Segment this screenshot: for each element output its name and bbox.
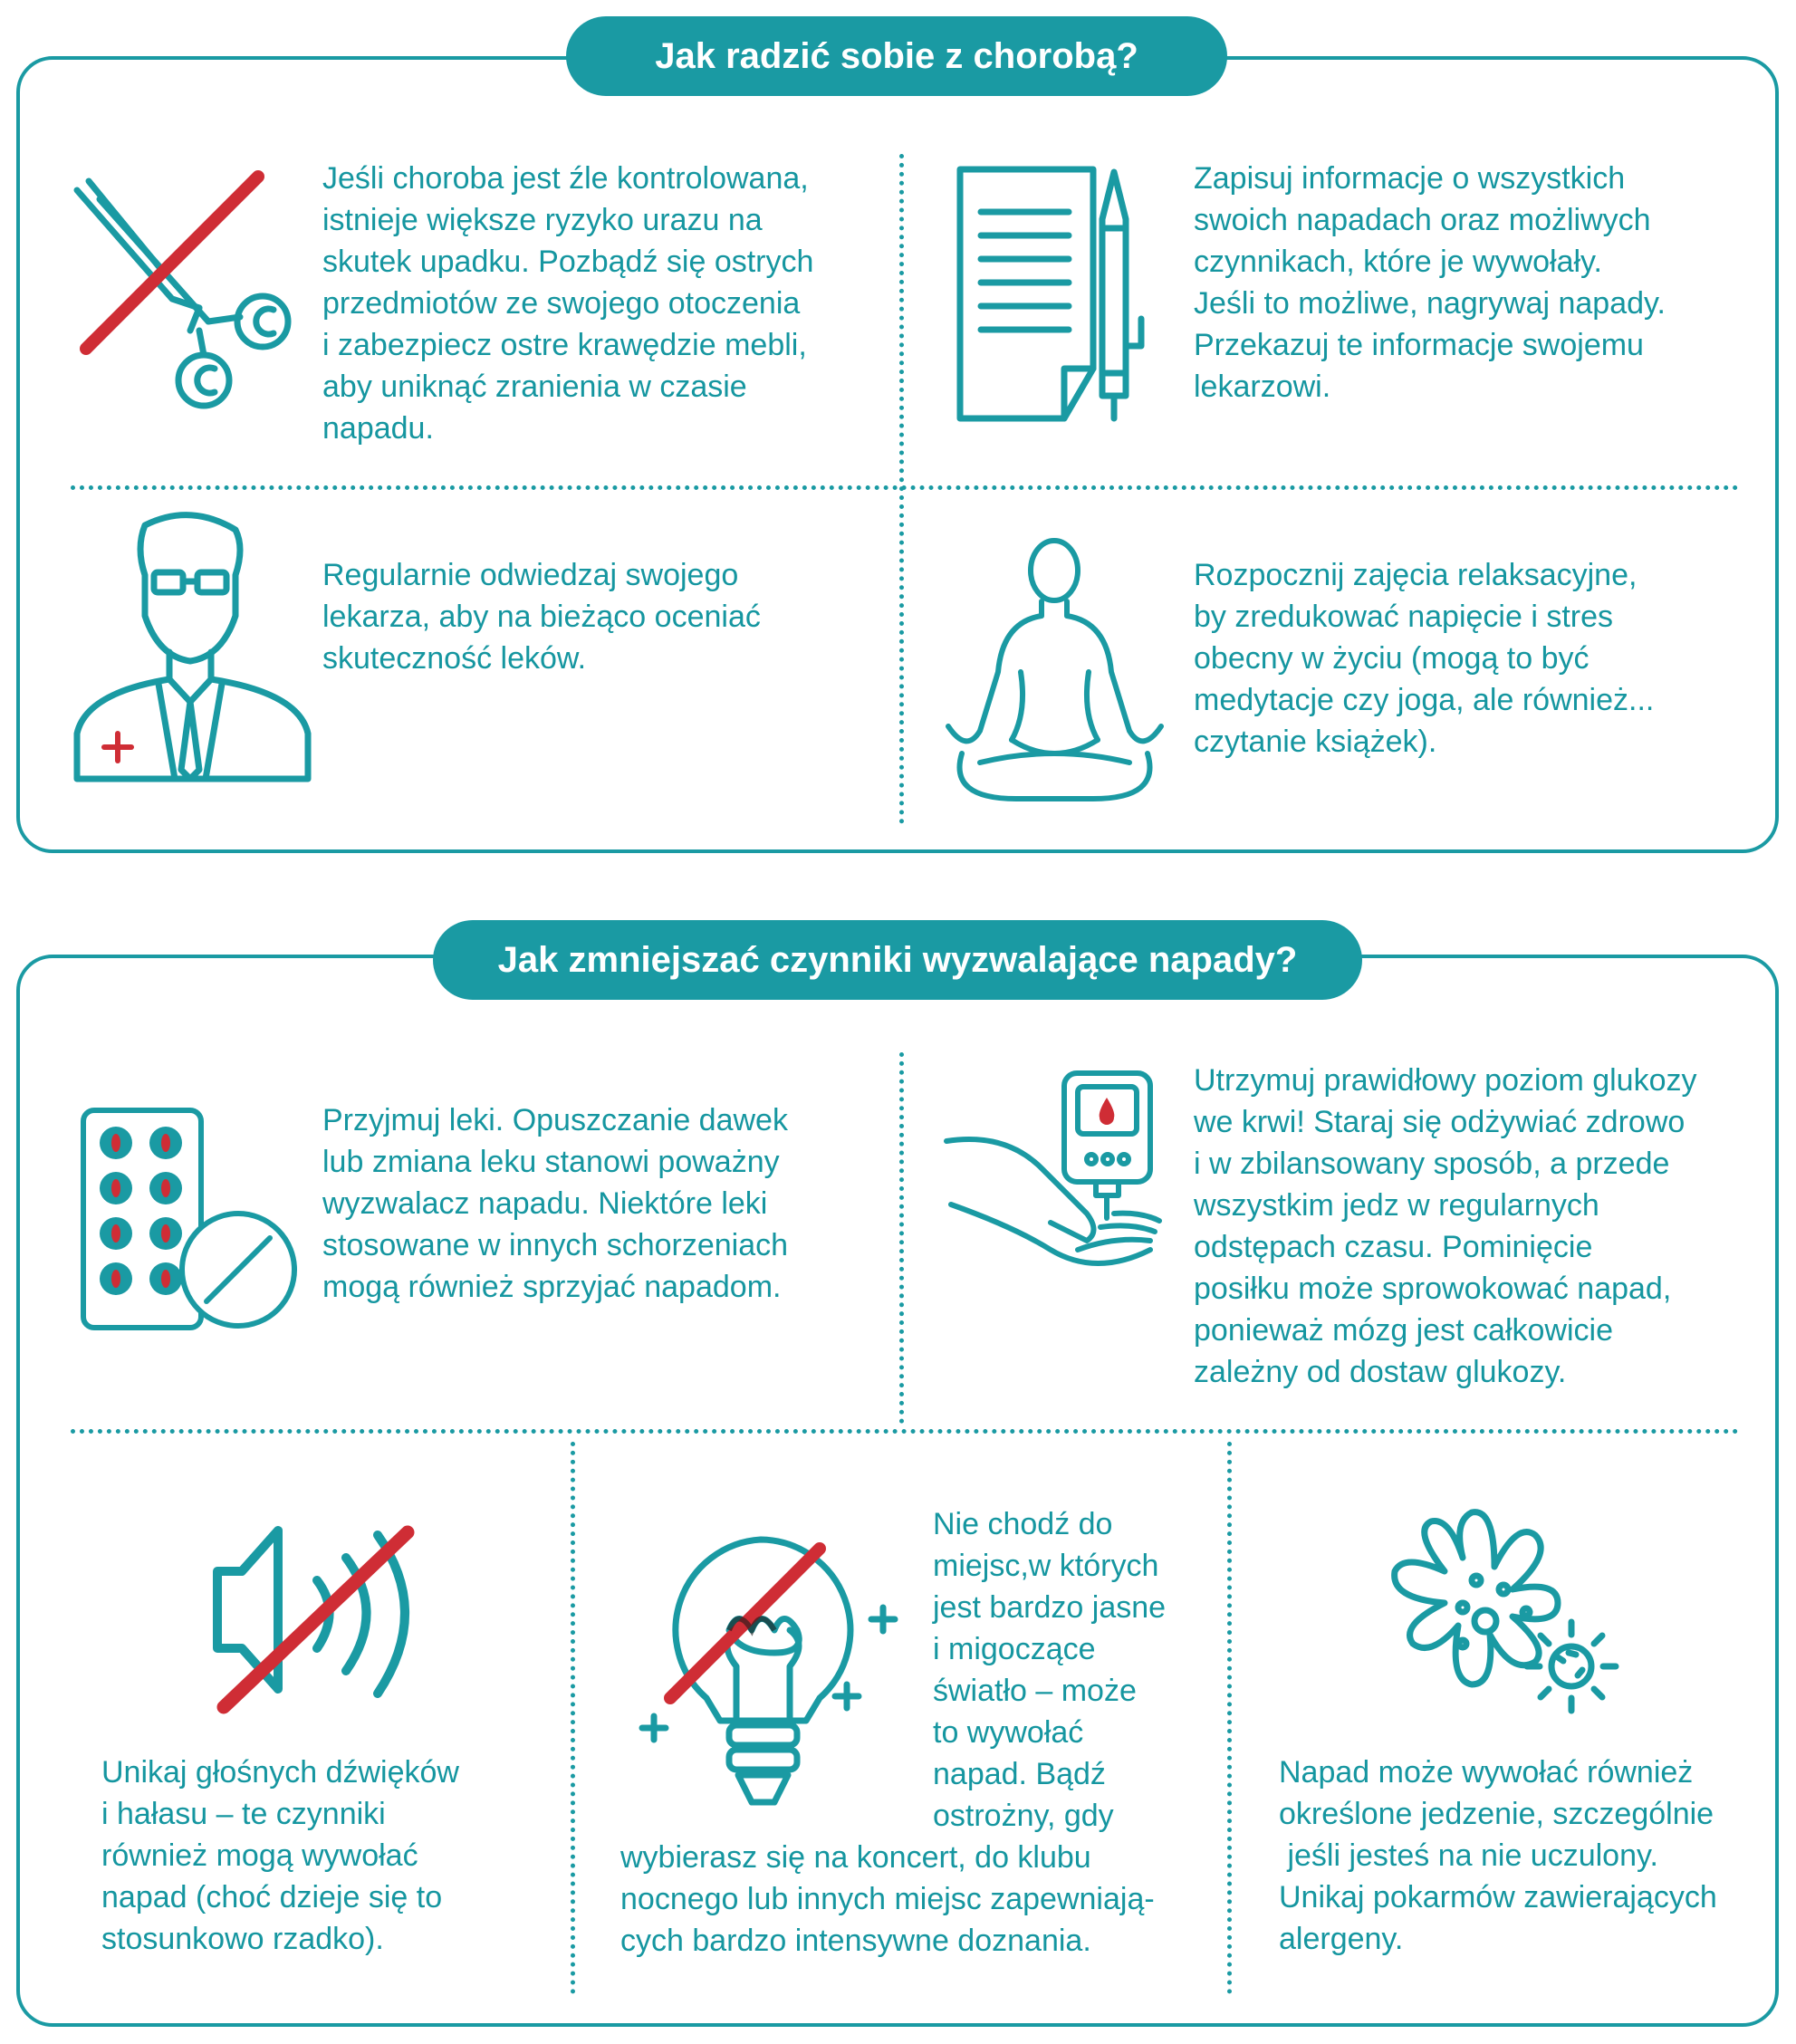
text-line: i migoczące <box>933 1632 1096 1666</box>
text-line: zależny od dostaw glukozy. <box>1194 1355 1567 1389</box>
section-title-triggers: Jak zmniejszać czynniki wyzwalające napady? <box>433 920 1362 1000</box>
text-line: odstępach czasu. Pominięcie <box>1194 1230 1593 1264</box>
text-line: napadu. <box>322 411 434 446</box>
text-line: ostrożny, gdy <box>933 1799 1114 1833</box>
text-line: przedmiotów ze swojego otoczenia <box>322 286 801 321</box>
text-line: Zapisuj informacje o wszystkich <box>1194 161 1626 196</box>
meditation-icon <box>944 536 1166 803</box>
text-line: Unikaj głośnych dźwięków <box>101 1755 459 1790</box>
lightbulb-crossed-icon <box>639 1531 906 1816</box>
text-line: posiłku może sprowokować napad, <box>1194 1272 1672 1306</box>
text-line: Unikaj pokarmów zawierających <box>1279 1880 1717 1914</box>
text-line: również mogą wywołać <box>101 1838 418 1873</box>
text-line: jeśli jesteś na nie uczulony. <box>1279 1838 1658 1873</box>
glucometer-icon <box>942 1069 1164 1295</box>
text-line: Rozpocznij zajęcia relaksacyjne, <box>1194 558 1638 592</box>
allergen-germ-icon <box>1377 1499 1630 1725</box>
tip-text-flashing-lights-right <box>933 1503 1166 1837</box>
text-line: skuteczność leków. <box>322 641 587 676</box>
text-line: to wywołać <box>933 1715 1084 1750</box>
text-line: Regularnie odwiedzaj swojego <box>322 558 739 592</box>
text-line: i hałasu – te czynniki <box>101 1797 386 1831</box>
text-line: Przekazuj te informacje swojemu <box>1194 328 1644 362</box>
text-line: alergeny. <box>1279 1922 1404 1956</box>
notepad-pen-icon <box>956 165 1164 427</box>
text-line: Utrzymuj prawidłowy poziom glukozy <box>1194 1063 1697 1098</box>
text-line: i w zbilansowany sposób, a przede <box>1194 1147 1670 1181</box>
text-line: mogą również sprzyjać napadom. <box>322 1270 782 1304</box>
text-line: Nie chodź do <box>933 1507 1113 1541</box>
section-title-coping: Jak radzić sobie z chorobą? <box>566 16 1227 96</box>
tip-text-sharp-objects <box>322 158 813 449</box>
doctor-icon <box>68 507 317 783</box>
text-line: lekarzowi. <box>1194 369 1331 404</box>
text-line: wyzwalacz napadu. Niektóre leki <box>322 1186 768 1221</box>
divider-horizontal <box>71 1429 1739 1434</box>
text-line: Przyjmuj leki. Opuszczanie dawek <box>322 1103 788 1137</box>
text-line: stosowane w innych schorzeniach <box>322 1228 789 1262</box>
text-line: światło – może <box>933 1674 1137 1708</box>
divider-vertical <box>899 1052 904 1424</box>
divider-vertical <box>1227 1442 1232 1994</box>
speaker-crossed-icon <box>210 1521 423 1716</box>
text-line: wybierasz się na koncert, do klubu <box>620 1840 1091 1875</box>
scissors-crossed-icon <box>63 163 290 417</box>
divider-vertical <box>571 1442 575 1994</box>
text-line: aby uniknąć zranienia w czasie <box>322 369 747 404</box>
tip-text-food-allergens <box>1279 1751 1717 1960</box>
text-line: cych bardzo intensywne doznania. <box>620 1924 1091 1958</box>
pills-icon <box>80 1107 302 1333</box>
text-line: jest bardzo jasne <box>933 1590 1167 1625</box>
text-line: napad (choć dzieje się to <box>101 1880 443 1914</box>
text-line: miejsc,w których <box>933 1549 1159 1583</box>
text-line: wszystkim jedz w regularnych <box>1194 1188 1599 1223</box>
text-line: istnieje większe ryzyko urazu na <box>322 203 763 237</box>
text-line: we krwi! Staraj się odżywiać zdrowo <box>1194 1105 1686 1139</box>
tip-text-noise <box>101 1751 459 1960</box>
text-line: czynnikach, które je wywołały. <box>1194 245 1602 279</box>
divider-horizontal <box>71 485 1739 490</box>
text-line: i zabezpiecz ostre krawędzie mebli, <box>322 328 807 362</box>
text-line: obecny w życiu (mogą to być <box>1194 641 1590 676</box>
text-line: by zredukować napięcie i stres <box>1194 600 1614 634</box>
text-line: ponieważ mózg jest całkowicie <box>1194 1313 1613 1348</box>
tip-text-doctor-visits <box>322 554 761 679</box>
text-line: lub zmiana leku stanowi poważny <box>322 1145 780 1179</box>
text-line: czytanie książek). <box>1194 725 1437 759</box>
tip-text-relaxation <box>1194 554 1654 763</box>
text-line: Jeśli choroba jest źle kontrolowana, <box>322 161 809 196</box>
tip-text-glucose <box>1194 1060 1697 1393</box>
text-line: medytacje czy joga, ale również... <box>1194 683 1655 717</box>
tip-text-seizure-diary <box>1194 158 1666 408</box>
text-line: określone jedzenie, szczególnie <box>1279 1797 1714 1831</box>
tip-text-flashing-lights-bottom <box>620 1837 1155 1962</box>
text-line: swoich napadach oraz możliwych <box>1194 203 1651 237</box>
text-line: skutek upadku. Pozbądź się ostrych <box>322 245 814 279</box>
text-line: napad. Bądź <box>933 1757 1106 1791</box>
text-line: stosunkowo rzadko). <box>101 1922 384 1956</box>
tip-text-medication <box>322 1099 788 1308</box>
text-line: lekarza, aby na bieżąco oceniać <box>322 600 761 634</box>
text-line: nocnego lub innych miejsc zapewniają- <box>620 1882 1155 1916</box>
text-line: Napad może wywołać również <box>1279 1755 1694 1790</box>
text-line: Jeśli to możliwe, nagrywaj napady. <box>1194 286 1666 321</box>
